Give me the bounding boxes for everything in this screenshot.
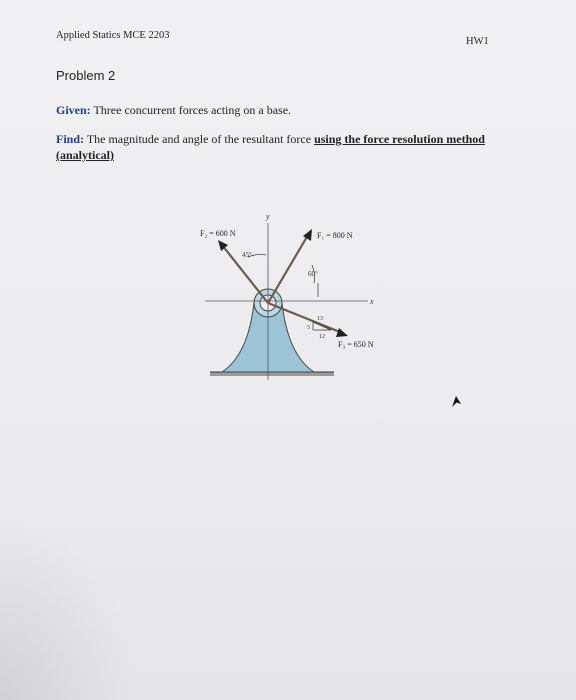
page-shadow [0, 520, 140, 700]
slope-12-label: 12 [319, 334, 325, 340]
f2-label: F₂ = 600 N [200, 229, 236, 238]
find-label: Find: [56, 132, 85, 146]
angle-45-label: 45° [242, 251, 252, 259]
x-axis-label: x [370, 297, 374, 306]
slope-triangle [313, 322, 331, 330]
find-statement [56, 131, 506, 163]
given-text: Three concurrent forces acting on a base. [93, 103, 292, 117]
f1-rope [268, 235, 308, 303]
force-diagram [200, 205, 410, 385]
given-statement [56, 103, 291, 118]
slope-5-label: 5 [307, 325, 310, 331]
angle-60-label: 60° [308, 270, 318, 278]
course-header: Applied Statics MCE 2203 [56, 30, 170, 41]
f3-arrowhead [336, 328, 348, 337]
f3-label: F₃ = 650 N [338, 340, 374, 349]
homework-label: HW1 [466, 36, 489, 47]
slope-13-label: 13 [317, 316, 323, 322]
mouse-cursor-icon [450, 395, 462, 409]
f1-label: F₁ = 800 N [317, 231, 353, 240]
given-label: Given: [56, 103, 91, 117]
ground [210, 372, 334, 376]
problem-title: Problem 2 [56, 68, 116, 83]
find-method-emphasis: using the force resolution method (analytical) [56, 132, 485, 162]
y-axis-label: y [266, 212, 270, 221]
find-text: The magnitude and angle of the resultant force [86, 132, 312, 146]
